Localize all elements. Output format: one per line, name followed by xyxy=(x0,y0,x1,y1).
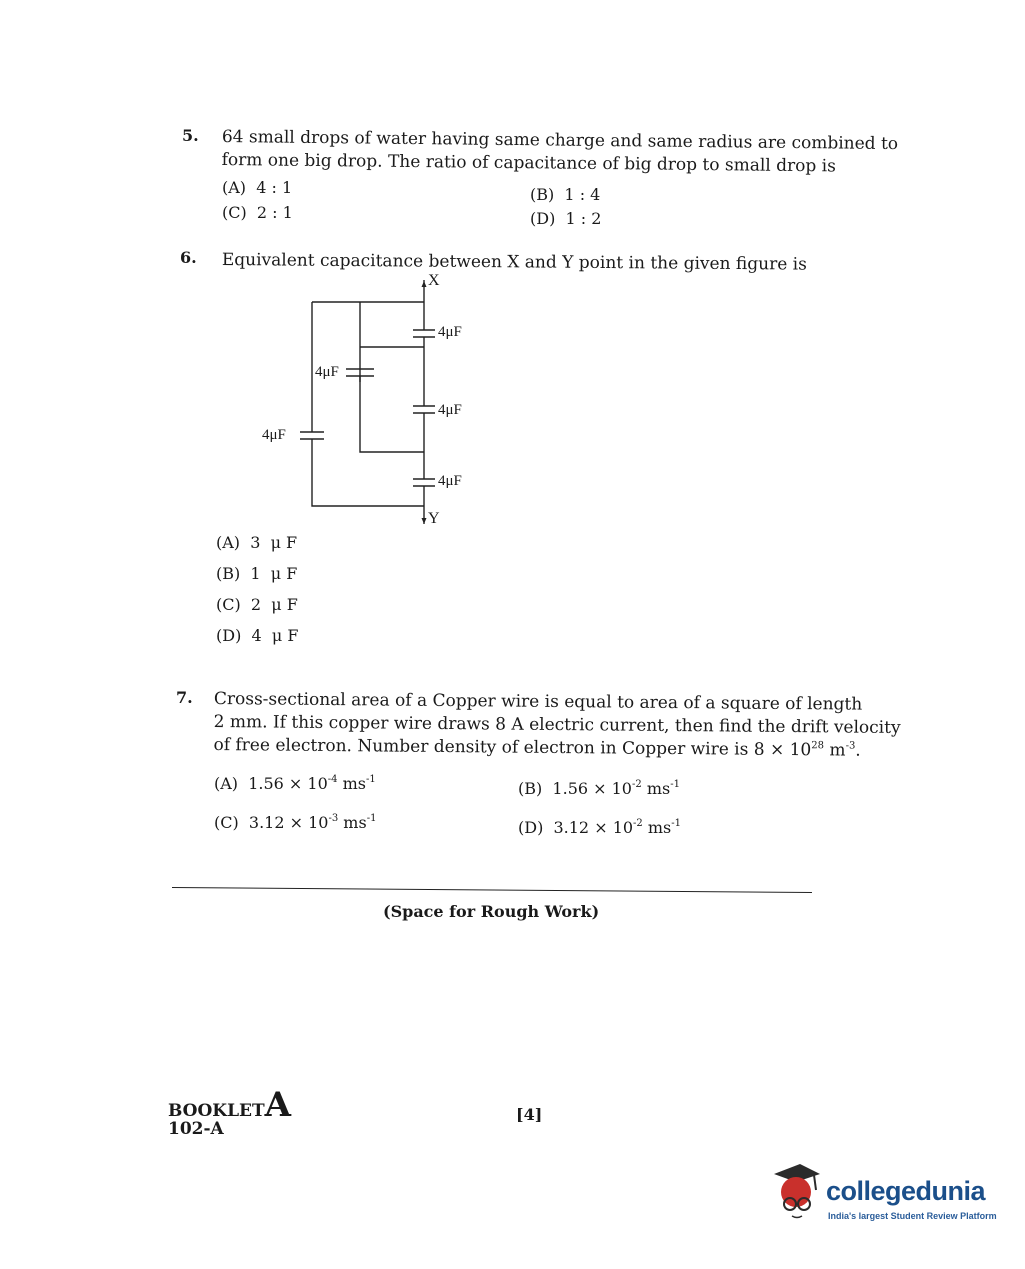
option-label: (D) xyxy=(216,626,242,645)
q6-option-b xyxy=(216,564,297,583)
cap1-label: 4μF xyxy=(438,324,462,340)
option-value: 4 : 1 xyxy=(256,178,293,197)
question-7-line-1: Cross-sectional area of a Copper wire is equal to area of a square of length xyxy=(213,688,863,715)
option-label: (C) xyxy=(222,203,247,222)
cap3-label: 4μF xyxy=(315,364,339,380)
option-label: (D) xyxy=(530,209,556,228)
question-5-text xyxy=(222,126,899,179)
collegedunia-logo-text: collegedunia xyxy=(826,1176,986,1206)
arrow-x-icon xyxy=(422,281,427,287)
wire-inner-loop xyxy=(360,347,424,452)
cap2-label: 4μF xyxy=(438,402,462,418)
option-value: 2 μ F xyxy=(250,595,298,614)
booklet-letter: A xyxy=(264,1085,292,1125)
option-value: 3.12 × 10 xyxy=(553,818,634,837)
q6-option-d xyxy=(216,626,298,645)
option-exponent: -2 xyxy=(633,818,643,829)
option-value: 2 : 1 xyxy=(256,203,293,222)
option-unit-exponent: -1 xyxy=(366,813,377,824)
q5-option-c xyxy=(222,203,293,222)
question-7-line-3 xyxy=(213,734,900,763)
question-7-line-2: 2 mm. If this copper wire draws 8 A electric current, then find the drift velocity xyxy=(213,711,901,738)
option-unit-exponent: -1 xyxy=(366,774,376,785)
node-y-label: Y xyxy=(428,510,440,527)
q6-option-a xyxy=(216,533,297,552)
option-label: (C) xyxy=(216,595,241,614)
q6-option-c xyxy=(216,595,298,614)
line3-unit-exponent: -3 xyxy=(845,740,856,752)
node-x-label: X xyxy=(428,272,440,289)
option-unit: ms xyxy=(642,818,672,837)
option-value: 4 μ F xyxy=(251,626,299,645)
question-5-number: 5. xyxy=(182,126,199,145)
wire-bottom xyxy=(312,439,424,506)
option-exponent: -3 xyxy=(328,813,339,824)
option-unit: ms xyxy=(337,774,366,793)
q7-option-d xyxy=(518,818,681,837)
option-label: (A) xyxy=(216,533,241,552)
option-value: 1 : 2 xyxy=(565,209,602,228)
booklet-mark xyxy=(168,1085,292,1125)
option-exponent: -2 xyxy=(631,779,642,790)
question-5-line-1: 64 small drops of water having same charge and same radius are combined to xyxy=(221,126,899,155)
option-label: (A) xyxy=(214,774,239,793)
option-label: (B) xyxy=(530,185,555,204)
option-label: (B) xyxy=(216,564,241,583)
question-5-line-2: form one big drop. The ratio of capacitance of big drop to small drop is xyxy=(221,149,836,177)
question-7-number: 7. xyxy=(176,688,193,707)
arrow-y-icon xyxy=(422,518,427,524)
q5-option-a xyxy=(222,178,292,197)
option-value: 1.56 × 10 xyxy=(248,774,328,793)
line3-unit: m xyxy=(823,740,846,761)
option-label: (D) xyxy=(518,818,544,837)
option-value: 1 : 4 xyxy=(564,185,601,204)
option-label: (B) xyxy=(518,779,543,798)
option-value: 3.12 × 10 xyxy=(248,813,329,832)
line3-exponent: 28 xyxy=(811,740,825,752)
cap5-label: 4μF xyxy=(438,473,462,489)
option-value: 1.56 × 10 xyxy=(552,779,632,798)
page-number: [4] xyxy=(516,1105,543,1124)
collegedunia-mascot-icon xyxy=(766,1160,826,1220)
option-unit-exponent: -1 xyxy=(670,779,680,790)
q7-option-a xyxy=(214,774,376,793)
q5-option-d xyxy=(530,209,601,228)
option-unit: ms xyxy=(641,779,671,798)
q7-option-b xyxy=(518,779,680,798)
line3-text: of free electron. Number density of electron in Copper wire is 8 × 10 xyxy=(213,734,812,761)
rough-work-divider xyxy=(172,887,812,893)
cap4-label: 4μF xyxy=(262,427,286,443)
option-unit: ms xyxy=(338,813,367,832)
collegedunia-tagline: India's largest Student Review Platform xyxy=(828,1211,997,1221)
question-6-number: 6. xyxy=(180,248,197,267)
question-7-text xyxy=(213,688,901,763)
booklet-code: 102-A xyxy=(168,1119,224,1139)
option-label: (C) xyxy=(214,813,239,832)
booklet-word: BOOKLET xyxy=(168,1101,265,1121)
option-label: (A) xyxy=(222,178,247,197)
option-exponent: -4 xyxy=(327,774,338,785)
option-value: 3 μ F xyxy=(250,533,298,552)
q7-option-c xyxy=(214,813,376,832)
q5-option-b xyxy=(530,185,600,204)
option-value: 1 μ F xyxy=(250,564,298,583)
rough-work-label: (Space for Rough Work) xyxy=(383,902,600,921)
line3-end: . xyxy=(855,740,861,761)
option-unit-exponent: -1 xyxy=(671,818,682,829)
question-6-text: Equivalent capacitance between X and Y point in the given figure is xyxy=(221,249,807,275)
